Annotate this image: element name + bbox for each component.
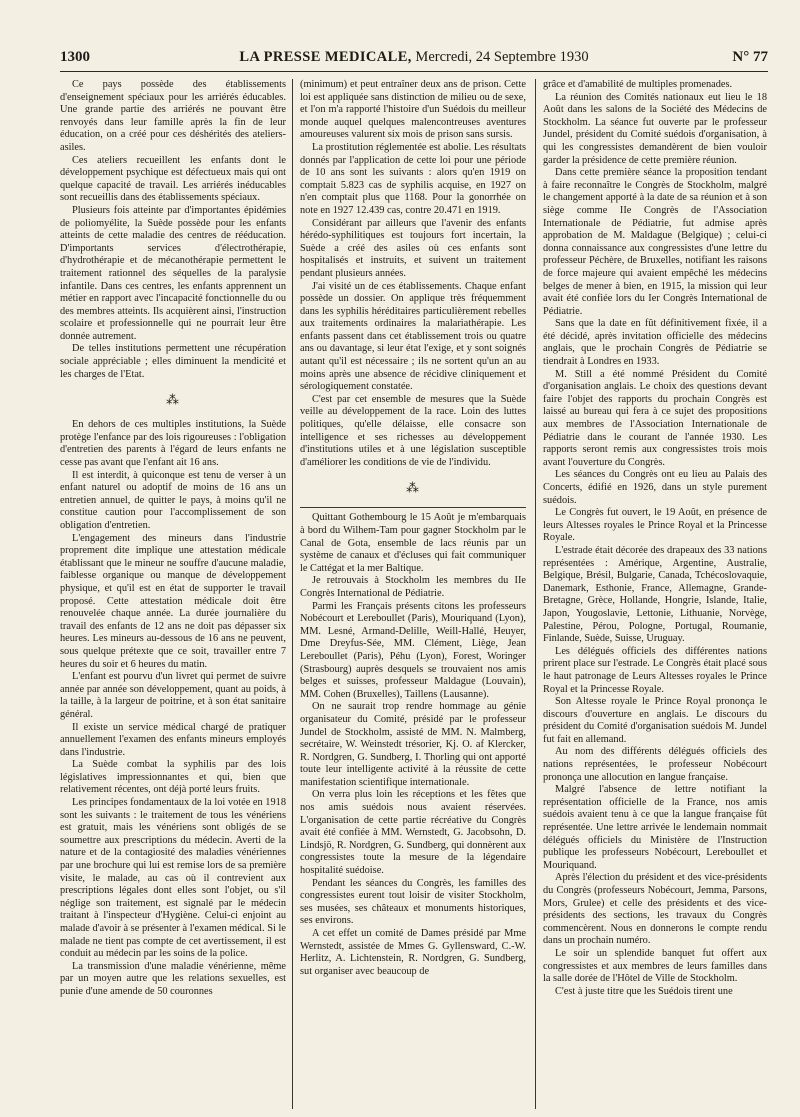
text-column-3 (543, 79, 767, 1109)
column-rule (535, 79, 536, 1109)
paragraph: L'estrade était décorée des drapeaux des 33 nations représentées : Amérique, Argentine, Australie, Belgique, Brésil, Bulgarie, Canada, Tchécoslovaquie, Danemark, Esthonie, France, Allemagne, Grande-Bretagne, Grèce, Hollande, Hongrie, Islande, Italie, Japon, Yougoslavie, Lettonie, Lithuanie, Norvège, Palestine, Pérou, Pologne, Portugal, Roumanie, Finlande, Suède, Suisse, Uruguay. (543, 544, 767, 645)
paragraph: J'ai visité un de ces établissements. Chaque enfant possède un dossier. On applique très fréquemment dans les syphilis héréditaires particulièrement rebelles aux traitements ordinaires la malariathérapie. Les enfants passent dans cet établissement trois ou quatre ans ou davantage, si leur état l'exige, et y sont soignés autant qu'il est nécessaire ; ils ne sortent qu'un an au moins après une absence de récidive cliniquement et sérologiquement constatée. (300, 280, 526, 393)
paragraph: Quittant Gothembourg le 15 Août je m'embarquais à bord du Wilhem-Tam pour gagner Stockholm par le Canal de Gota, ensemble de lacs réunis par un système de canaux et d'écluses qui fait communiquer le Cattégat et la mer Baltique. (300, 512, 526, 574)
text-column-2 (300, 79, 526, 1109)
paragraph: Parmi les Français présents citons les professeurs Nobécourt et Lereboullet (Paris), Mouriquand (Lyon), MM. Lesné, Armand-Delille, Weill-Hallé, Heuyer, Dme Dreyfus-Sée, MM. Clément, Liège, Jean Lereboullet (Paris), Péhu (Lyon), Forest, Woringer (Strasbourg) auprès desquels se trouvaient nos amis belges et suisses, professeur Maldague (Louvain), MM. Cohen (Bruxelles), Taillens (Lausanne). (300, 600, 526, 700)
paragraph: Ces ateliers recueillent les enfants dont le développement psychique est défectueux mais qui ont quelque capacité de travail. Les arriérés inéducables sont recueillis dans des établissements spéciaux. (60, 154, 286, 204)
paragraph: Plusieurs fois atteinte par d'importantes épidémies de poliomyélite, la Suède possède pour les enfants atteints de cette maladie des centres de rééducation. D'importants services d'électrothérapie, d'hydrothérapie et de mécanothérapie permettent le traitement rationnel des séquelles de la paralysie infantile. Dans ces centres, les enfants apprennent un métier en rapport avec l'incapacité fonctionnelle du ou des membres atteints. Ils acquièrent ainsi, l'instruction scolaire et professionnelle qui ne pourrait leur être donnée autrement. (60, 204, 286, 342)
column-rule (292, 79, 293, 1109)
paragraph: Pendant les séances du Congrès, les familles des congressistes eurent tout loisir de visiter Stockholm, ses musées, ses châteaux et monuments historiques, ses environs. (300, 877, 526, 927)
paragraph: Je retrouvais à Stockholm les membres du IIe Congrès International de Pédiatrie. (300, 575, 526, 599)
text-column-1 (60, 79, 286, 1109)
issue-date: Mercredi, 24 Septembre 1930 (415, 49, 589, 65)
paragraph: Les délégués officiels des différentes nations prirent place sur l'estrade. Le Congrès était placé sous le haut patronage de Leurs Altesses royales le Prince Royal et la Princesse Royale. (543, 645, 767, 695)
section-asterism: ⁂ (406, 480, 420, 496)
paragraph: L'enfant est pourvu d'un livret qui permet de suivre année par année son développement, quant au poids, à la taille, à la largeur de poitrine, et à son état sanitaire général. (60, 671, 286, 720)
paragraph: La transmission d'une maladie vénérienne, même par un moyen autre que les relations sexuelles, est punie d'une amende de 50 couronnes (60, 960, 286, 997)
paragraph: On ne saurait trop rendre hommage au génie organisateur du Comité, présidé par le professeur Jundel de Stockholm, assisté de MM. N. Malmberg, secrétaire, W. Weinstedt trésorier, Kj. O. af Klercker, R. Nordgren, G. Sundberg, I. Thorling qui ont apporté toute leur intelligente activité à la réussite de cette manifestation scientifique internationale. (300, 701, 526, 788)
paragraph: Les séances du Congrès ont eu lieu au Palais des Concerts, édifié en 1926, dans un style purement suédois. (543, 469, 767, 506)
running-title (60, 49, 768, 66)
paragraph: De telles institutions permettent une récupération sociale appréciable ; elles diminuent la mendicité et les charges de l'Etat. (60, 343, 286, 380)
paragraph: Les principes fondamentaux de la loi votée en 1918 sont les suivants : le traitement de tous les vénériens est gratuit, mais les vénériens sont obligés de se soumettre aux prescriptions du médecin. Averti de la nature et de la contagiosité des maladies vénériennes par une brochure qui lui est remise lors de sa première visite, le malade, au cas où il contrevient aux prescriptions légales dont elles sont l'objet, ou s'il néglige son traitement, est signalé par le médecin traitant à l'inspecteur d'Hygiène. Celui-ci enjoint au malade d'avoir à se présenter à l'examen médical. Si le malade ne tient pas compte de cet avertissement, il est conduit au médecin par les soins de la police. (60, 797, 286, 960)
issue-number: N° 77 (732, 49, 768, 65)
section-divider (300, 507, 526, 508)
page-number: 1300 (60, 49, 90, 65)
paragraph: C'est par cet ensemble de mesures que la Suède veille au développement de la race. Loin des luttes politiques, qu'elle délaisse, elle consacre son intelligence et ses richesses au développement d'institutions utiles et à une législation susceptible d'améliorer les conditions de vie de l'individu. (300, 393, 526, 468)
paragraph: En dehors de ces multiples institutions, la Suède protège l'enfance par des lois rigoureuses : l'obligation d'entretien des parents à l'égard de leurs enfants ne cesse pas avant que l'enfant ait 16 ans. (60, 419, 286, 469)
paragraph: grâce et d'amabilité de multiples promenades. (543, 79, 733, 90)
paragraph: La réunion des Comités nationaux eut lieu le 18 Août dans les salons de la Société des Médecins de Stockholm. La séance fut ouverte par le professeur Jundel, président du Comité suédois d'organisation, à qui les congressistes demandèrent de bien vouloir garder la présidence de cette première réunion. (543, 91, 767, 166)
paragraph: Il est interdit, à quiconque est tenu de verser à un enfant naturel ou adoptif de moins de 16 ans un entretien annuel, de quitter le pays, à moins qu'il ne constitue caution pour l'accomplissement de son obligation d'entretien. (60, 469, 286, 531)
journal-name: LA PRESSE MEDICALE, (239, 49, 412, 65)
paragraph: Il existe un service médical chargé de pratiquer annuellement l'examen des enfants mineurs employés dans l'industrie. (60, 721, 286, 758)
paragraph: (minimum) et peut entraîner deux ans de prison. Cette loi est appliquée sans distinction de milieu ou de sexe, et l'on m'a rapporté l'histoire d'un Suédois du meilleur monde auquel quelques malencontreuses aventures amoureuses valurent six mois de prison sans sursis. (300, 79, 526, 141)
paragraph: Considérant par ailleurs que l'avenir des enfants hérédo-syphilitiques est toujours fort incertain, la Suède a créé des asiles où ces enfants sont hospitalisés et instruits, et suivent un traitement pendant plusieurs années. (300, 217, 526, 279)
paragraph: Ce pays possède des établissements d'enseignement spéciaux pour les arriérés éducables. Une grande partie des arriérés ne pouvant être renvoyés dans leur famille après la fin de leur éducation, on a créé pour ces déshérités des ateliers-asiles. (60, 79, 286, 153)
paragraph: Son Altesse royale le Prince Royal prononça le discours d'ouverture en anglais. Le discours du président du Comité d'organisation suédois M. Jundel fut fait en allemand. (543, 696, 767, 745)
paragraph: A cet effet un comité de Dames présidé par Mme Wernstedt, assistée de Mmes G. Gyllensward, C.-W. Herlitz, A. Lichtenstein, R. Nordgren, G. Sundberg, sut organiser avec beaucoup de (300, 928, 526, 977)
paragraph: Sans que la date en fût définitivement fixée, il a été décidé, après invitation officielle des médecins anglais, que le prochain Congrès de Pédiatrie se tiendrait à Londres en 1933. (543, 318, 767, 368)
paragraph: Au nom des différents délégués officiels des nations représentées, le professeur Nobécourt prononça une allocution en langue française. (543, 746, 767, 783)
paragraph: Après l'élection du président et des vice-présidents du Congrès (professeurs Nobécourt, Jemma, Parsons, Mors, Grulee) et celle des présidents et des vice-présidents des sections, les travaux du Congrès commencèrent. Nous en donnerons le compte rendu dans un prochain numéro. (543, 872, 767, 947)
paragraph: M. Still a été nommé Président du Comité d'organisation anglais. Le choix des questions devant faire l'objet des rapports du prochain Congrès est laissé au bureau qui fera à ce sujet des propositions aux membres de l'Association Internationale de Pédiatrie dans le courant de l'année 1930. Les rapports seront remis aux congressistes trois mois avant l'ouverture du Congrès. (543, 368, 767, 468)
paragraph: On verra plus loin les réceptions et les fêtes que nos amis suédois nous avaient réservées. L'organisation de cette partie récréative du Congrès avait été confiée à MM. Wernstedt, G. Jacobsohn, D. Lindsjö, R. Nordgren, G. Sundberg, qui donnèrent aux congressistes toute la mesure de la légendaire hospitalité suédoise. (300, 789, 526, 877)
paragraph: La Suède combat la syphilis par des lois législatives impressionnantes et qui, bien que relativement récentes, ont déjà porté leurs fruits. (60, 759, 286, 796)
paragraph: Le soir un splendide banquet fut offert aux congressistes et aux membres de leurs familles dans la salle dorée de l'Hôtel de Ville de Stockholm. (543, 947, 767, 985)
paragraph: Le Congrès fut ouvert, le 19 Août, en présence de leurs Altesses royales le Prince Royal et la Princesse Royale. (543, 507, 767, 544)
paragraph: Dans cette première séance la proposition tendant à faire reconnaître le Congrès de Stockholm, malgré le changement apporté à la date de sa réunion et à son siège comme IIe Congrès de l'Association Internationale de Pédiatrie, fut admise après approbation de M. Maldague (Belgique) ; celui-ci donna connaissance aux congressistes d'une lettre du professeur Péchère, de Bruxelles, notifiant les raisons de force majeure qui avaient empêché les médecins belges de mener à bien, en 1915, la mission qui leur avait été confiée lors du Ier Congrès International de Pédiatrie. (543, 167, 767, 317)
paragraph: La prostitution réglementée est abolie. Les résultats donnés par l'application de cette loi pour une période de 10 ans sont les suivants : alors qu'en 1919 on comptait 5.823 cas de syphilis acquise, en 1927 on n'en comptait plus que 1168. Pour la gonorrhée on note en 1927 12.439 cas, contre 20.471 en 1919. (300, 141, 526, 216)
page-header (60, 47, 768, 72)
section-asterism: ⁂ (166, 392, 180, 408)
paragraph: C'est à juste titre que les Suédois tirent une (555, 985, 733, 997)
paragraph: Malgré l'absence de lettre notifiant la représentation officielle de la France, nos amis suédois avaient tenu à ce que la langue française fût représentée. Une lettre arrivée le lendemain nommait délégués officiels du Ministère de l'Instruction publique les professeurs Nobécourt, Lereboullet et Mouriquand. (543, 784, 767, 871)
paragraph: L'engagement des mineurs dans l'industrie proprement dite implique une attestation médicale établissant que le mineur ne souffre d'aucune maladie, faiblesse organique ou manque de développement physique, et qu'il est en état de supporter le travail proposé. Cette attestation médicale doit être renouvelée chaque année. La durée journalière du travail des enfants de 12 ans ne doit pas dépasser six heures. Les mineurs au-dessous de 16 ans ne peuvent, sous quelque prétexte que ce soit, travailler entre 7 heures du soir et 6 heures du matin. (60, 532, 286, 670)
